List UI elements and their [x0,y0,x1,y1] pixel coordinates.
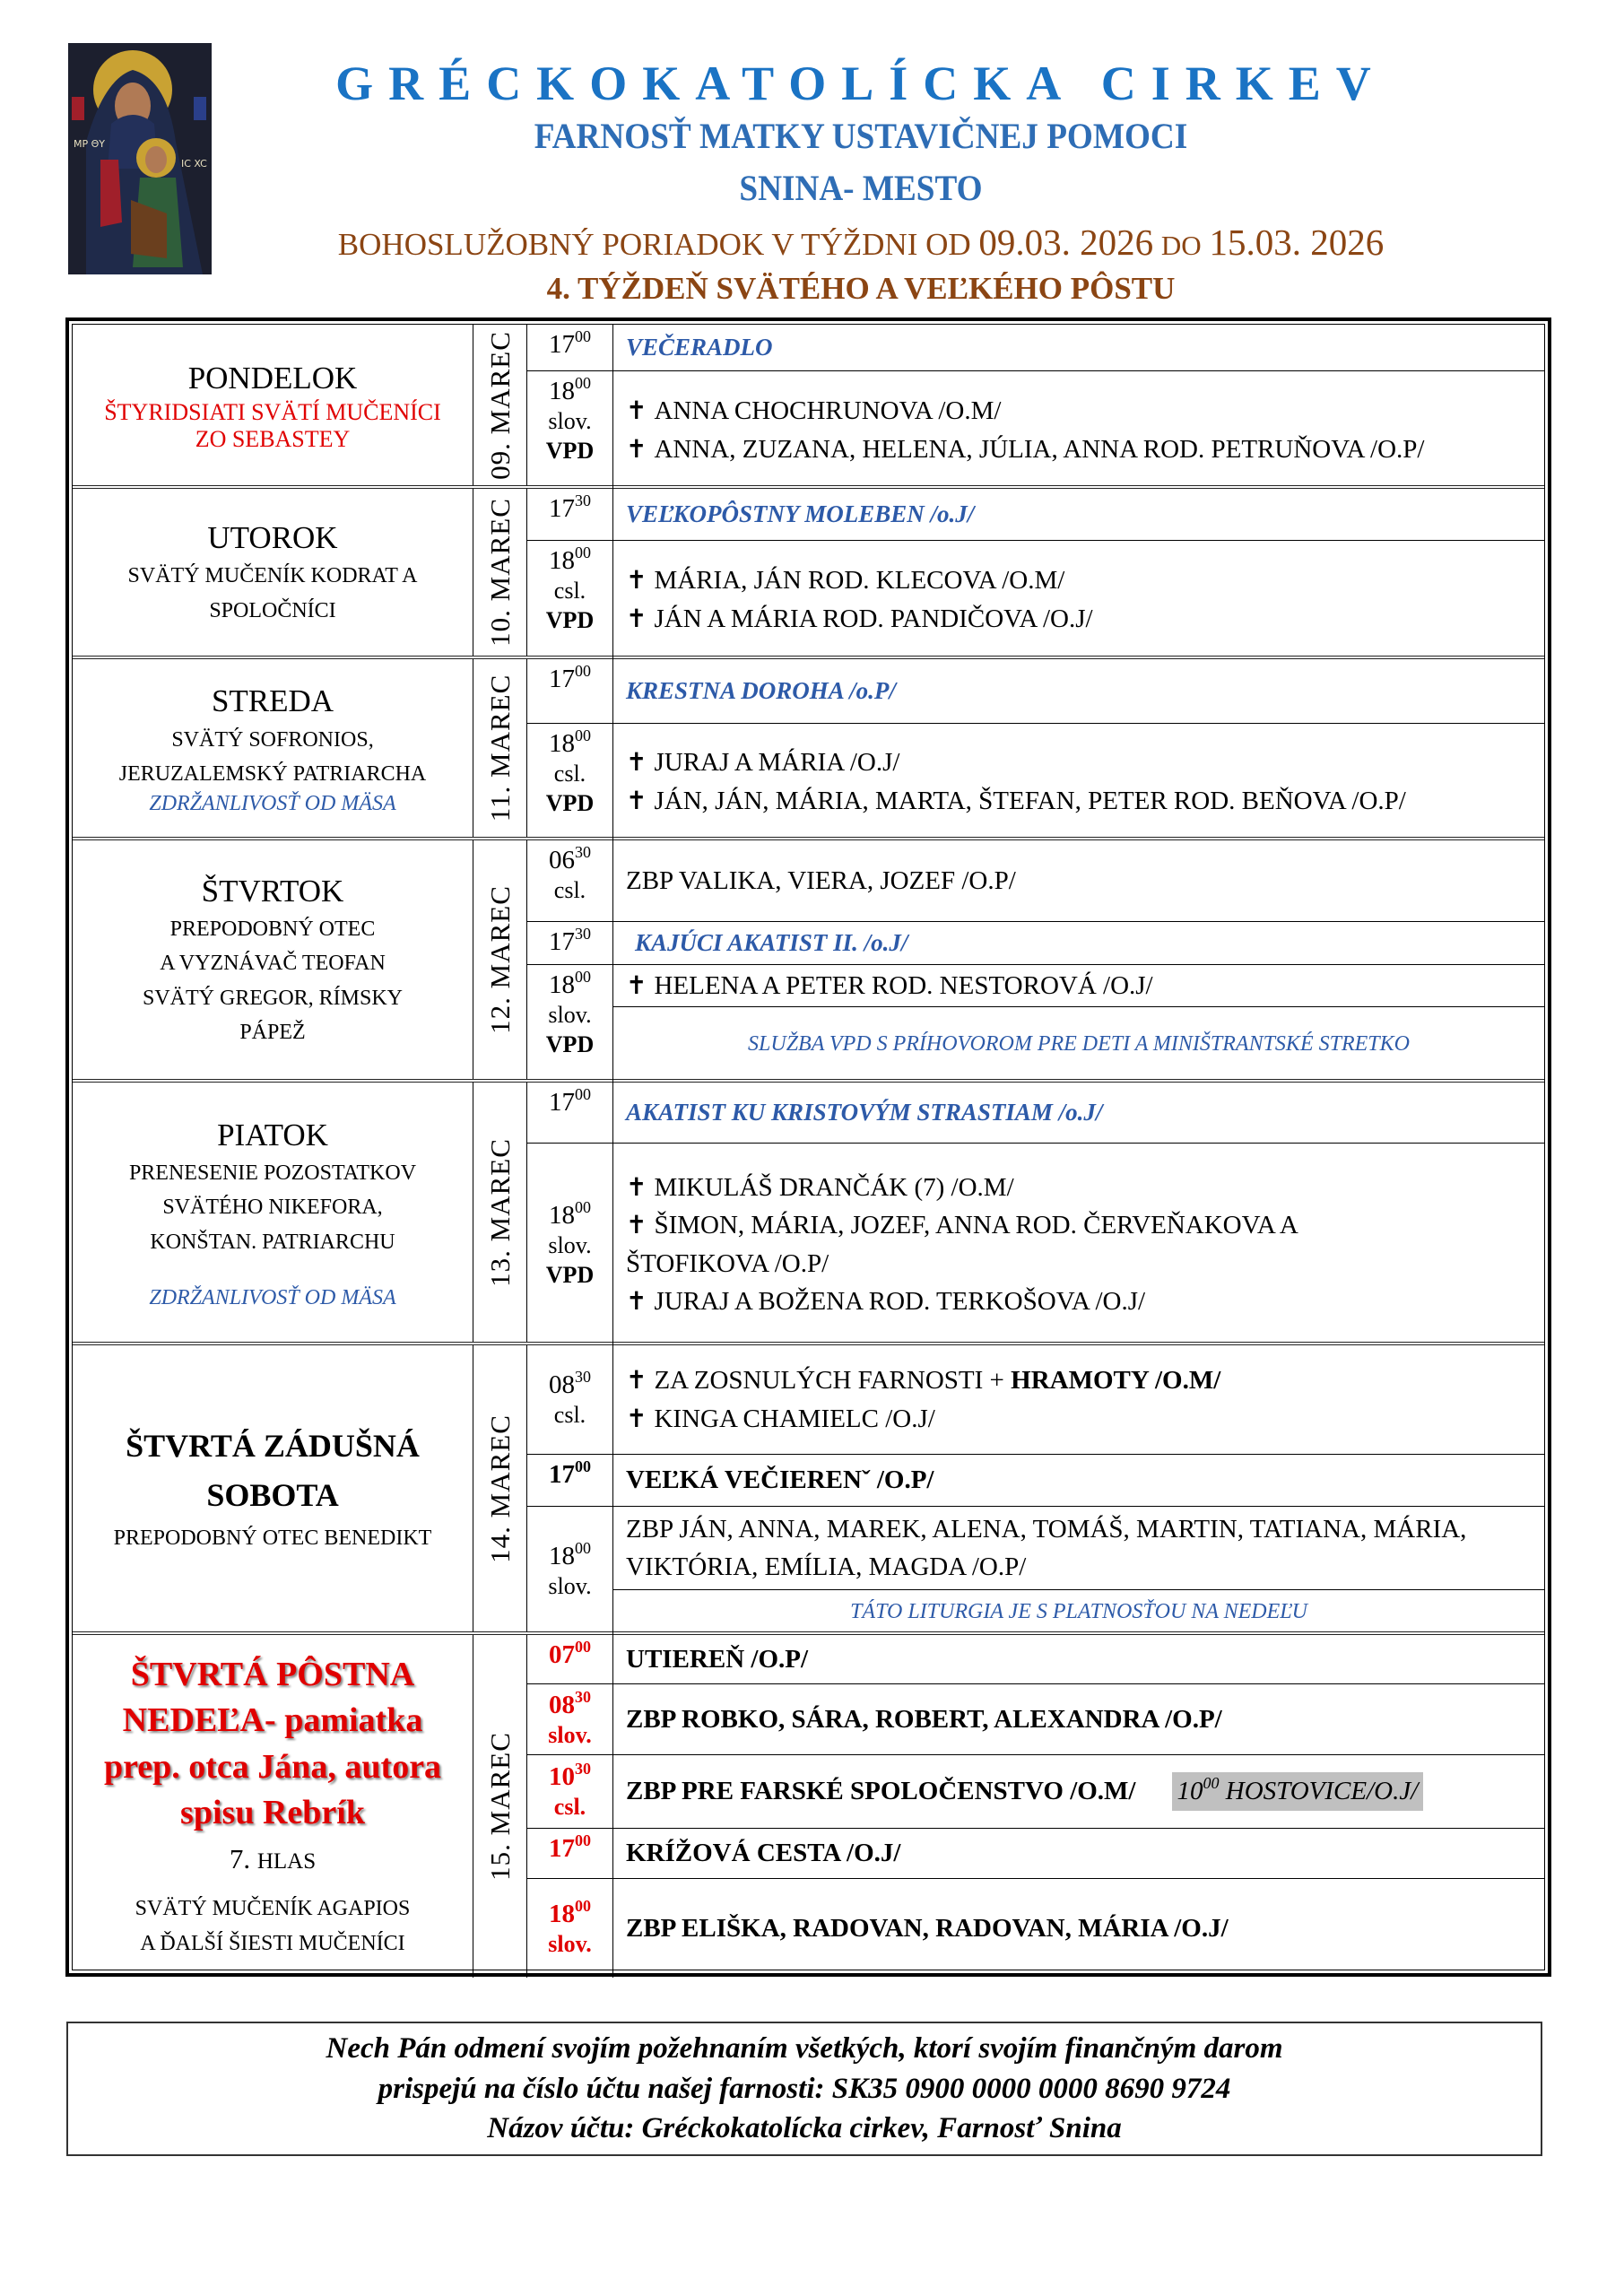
service-slot [527,371,1544,489]
time-cell: $18^{00}$ csl. VPD [527,724,613,840]
cross-icon: ✝ [626,971,647,1000]
date-label: 13. MAREC [483,1137,516,1287]
date-cell [473,489,527,656]
feast-line: ZO SEBASTEY [195,426,351,453]
cross-icon: ✝ [626,1366,647,1395]
day-row-sunday [73,1635,1544,1978]
schedule-range [215,221,1507,264]
date-cell [473,1635,527,1978]
intention: ✝ ANNA CHOCHRUNOVA /O.M/ [626,392,1532,430]
service-note: TÁTO LITURGIA JE S PLATNOSŤOU NA NEDEĽU [850,1600,1307,1624]
day-row-monday [73,325,1544,489]
service-slot [527,922,1544,965]
icon-letters-mother-of-god: MP ΘY [74,138,105,150]
intention: ZBP PRE FARSKÉ SPOLOČENSTVO /O.M/ $10^{00}$ HOSTOVICE/O.J/ [626,1772,1532,1810]
date-cell [473,659,527,837]
date-cell [473,325,527,485]
day-name: NEDEĽA- pamiatka [122,1701,423,1740]
day-name-cell [73,489,473,656]
time-cell: $17^{00}$ [527,325,613,370]
day-name: PIATOK [217,1117,328,1152]
schedule-mid: DO [1160,230,1202,261]
service-slot [527,1829,1544,1879]
day-row-saturday [73,1345,1544,1635]
day-name: UTOROK [207,519,338,555]
cross-icon: ✝ [626,1287,647,1316]
service-title: VEĽKOPÔSTNY MOLEBEN /o.J/ [626,500,975,527]
date-cell [473,840,527,1079]
hostovice-highlight: $10^{00}$ HOSTOVICE/O.J/ [1172,1772,1424,1810]
service-slot [527,1083,1544,1144]
service-slot [527,840,1544,922]
time-cell: $08^{30}$ slov. [527,1684,613,1754]
donation-line-3: Názov účtu: Gréckokatolícka cirkev, Farnosť Snina [487,2112,1122,2145]
day-row-wednesday [73,659,1544,840]
our-lady-icon [68,43,212,274]
date-label: 11. MAREC [483,674,516,822]
day-name-cell [73,1345,473,1631]
time-cell: $17^{30}$ [527,489,613,540]
date-label: 10. MAREC [483,498,516,647]
feast-line: SPOLOČNÍCI [209,598,336,622]
day-name: prep. otca Jána, autora [103,1747,442,1786]
cross-icon: ✝ [626,1173,647,1202]
date-label: 14. MAREC [483,1413,516,1563]
day-row-thursday [73,840,1544,1083]
day-name-cell [73,1635,473,1978]
feast-line: KONŠTAN. PATRIARCHU [150,1230,395,1254]
date-to: 15.03. 2026 [1209,222,1385,263]
service-title: KAJÚCI AKATIST II. /o.J/ [635,928,908,956]
schedule-prefix: BOHOSLUŽOBNÝ PORIADOK V TÝŽDNI OD [337,227,971,262]
service-slot [527,1684,1544,1755]
feast-line: SVÄTÝ GREGOR, RÍMSKY [142,986,404,1010]
service-slot [527,1635,1544,1684]
tone-label: 7. HLAS [229,1843,317,1875]
feast-line: SVÄTÝ SOFRONIOS, [171,727,374,752]
service-slot [527,489,1544,541]
service-title: VEĽKÁ VEČIERENˇ /O.P/ [626,1465,934,1495]
intention: ✝ ŠIMON, MÁRIA, JOZEF, ANNA ROD. ČERVEŇAKOVA A [626,1206,1532,1245]
service-slot [527,1455,1544,1507]
donation-line-1: Nech Pán odmení svojím požehnaním všetkých, ktorí svojím finančným darom [326,2032,1283,2066]
service-slot [527,1879,1544,1978]
cross-icon: ✝ [626,787,647,815]
service-title: AKATIST KU KRISTOVÝM STRASTIAM /o.J/ [626,1098,1103,1126]
time-cell: $17^{00}$ [527,1083,613,1143]
service-title: VEČERADLO [626,333,773,361]
intention: ✝ JÁN A MÁRIA ROD. PANDIČOVA /O.J/ [626,600,1532,639]
time-cell: $18^{00}$ slov. VPD [527,965,613,1083]
icon-letters-jesus-christ: IC XC [181,158,207,170]
feast-line: JERUZALEMSKÝ PATRIARCHA [118,762,427,787]
intention: ✝ ZA ZOSNULÝCH FARNOSTI + HRAMOTY /O.M/ [626,1361,1532,1400]
day-row-friday [73,1083,1544,1345]
service-slot [527,541,1544,659]
time-cell: $18^{00}$ slov. [527,1507,613,1635]
day-name-cell [73,659,473,837]
donation-box [66,2022,1542,2156]
date-label: 15. MAREC [483,1732,516,1881]
day-name: SOBOTA [206,1477,339,1514]
intention: ✝ KINGA CHAMIELC /O.J/ [626,1400,1532,1439]
day-name: PONDELOK [187,360,358,396]
feast-line: PREPODOBNÝ OTEC [169,917,376,941]
date-cell [473,1345,527,1631]
feast-line: PREPODOBNÝ OTEC BENEDIKT [113,1526,432,1551]
service-slot [527,965,1544,1083]
service-slot [527,724,1544,840]
day-name-cell [73,1083,473,1342]
feast-line: PÁPEŽ [239,1021,306,1045]
intention: ZBP ROBKO, SÁRA, ROBERT, ALEXANDRA /O.P/ [626,1704,1222,1734]
time-cell: $18^{00}$ csl. VPD [527,541,613,659]
service-slot [527,659,1544,724]
day-name: ŠTVRTÁ PÔSTNA [130,1656,415,1694]
service-title: KRÍŽOVÁ CESTA /O.J/ [626,1839,901,1868]
feast-line: SVÄTÝ MUČENÍK AGAPIOS [135,1897,411,1921]
service-title: KRESTNA DOROHA /o.P/ [626,676,896,704]
time-cell: $18^{00}$ slov. [527,1879,613,1978]
service-slot [527,1144,1544,1345]
time-cell: $17^{00}$ [527,1829,613,1878]
cross-icon: ✝ [626,567,647,596]
feast-line: A ĎALŠÍ ŠIESTI MUČENÍCI [140,1931,405,1955]
time-cell: $17^{00}$ [527,659,613,723]
cross-icon: ✝ [626,605,647,633]
donation-line-2: prispejú na číslo účtu našej farnosti: SK35 0900 0000 0000 8690 9724 [378,2072,1231,2105]
day-row-tuesday [73,489,1544,659]
day-name: ŠTVRTOK [201,873,344,909]
schedule-table [65,317,1551,1977]
service-note: SLUŽBA VPD S PRÍHOVOROM PRE DETI A MINIŠTRANTSKÉ STRETKO [748,1032,1410,1057]
cross-icon: ✝ [626,749,647,778]
fasting-note: ZDRŽANLIVOSŤ OD MÄSA [149,1286,396,1310]
service-slot [527,1507,1544,1635]
intention: ✝ HELENA A PETER ROD. NESTOROVÁ /O.J/ [626,967,1153,1005]
time-cell: $17^{00}$ [527,1455,613,1506]
service-slot [527,1755,1544,1829]
time-cell: $06^{30}$ csl. [527,840,613,921]
feast-line: SVÄTÉHO NIKEFORA, [162,1196,383,1220]
intention: ZBP JÁN, ANNA, MAREK, ALENA, TOMÁŠ, MARTIN, TATIANA, MÁRIA, VIKTÓRIA, EMÍLIA, MAGDA /O.P/ [626,1514,1467,1581]
time-cell: $17^{30}$ [527,922,613,964]
intention: ✝ JURAJ A MÁRIA /O.J/ [626,744,1532,782]
day-name: spisu Rebrík [180,1793,365,1831]
feast-line: SVÄTÝ MUČENÍK KODRAT A [127,564,418,588]
intention-continued: ŠTOFIKOVA /O.P/ [626,1248,829,1278]
time-cell: $08^{30}$ csl. [527,1345,613,1454]
intention: ✝ JURAJ A BOŽENA ROD. TERKOŠOVA /O.J/ [626,1283,1532,1321]
service-title: UTIEREŇ /O.P/ [626,1644,809,1674]
day-name: ŠTVRTÁ ZÁDUŠNÁ [126,1427,420,1464]
intention: ✝ MIKULÁŠ DRANČÁK (7) /O.M/ [626,1169,1532,1207]
intention: ✝ JÁN, JÁN, MÁRIA, MARTA, ŠTEFAN, PETER ROD. BEŇOVA /O.P/ [626,782,1532,821]
service-slot [527,325,1544,371]
intention: ✝ MÁRIA, JÁN ROD. KLECOVA /O.M/ [626,561,1532,600]
date-label: 09. MAREC [483,330,516,480]
date-from: 09.03. 2026 [978,222,1154,263]
intention: ZBP VALIKA, VIERA, JOZEF /O.P/ [626,865,1016,895]
week-title: 4. TÝŽDEŇ SVÄTÉHO A VEĽKÉHO PÔSTU [546,271,1176,306]
feast-line: A VYZNÁVAČ TEOFAN [160,952,386,976]
fasting-note: ZDRŽANLIVOSŤ OD MÄSA [149,791,396,815]
day-name-cell [73,325,473,485]
time-cell: $07^{00}$ [527,1635,613,1683]
cross-icon: ✝ [626,1212,647,1240]
service-slot [527,1345,1544,1455]
parish-title: FARNOSŤ MATKY USTAVIČNEJ POMOCI [534,116,1188,156]
cross-icon: ✝ [626,396,647,425]
time-cell: $18^{00}$ slov. VPD [527,371,613,489]
cross-icon: ✝ [626,1405,647,1433]
time-cell: $10^{30}$ csl. [527,1755,613,1828]
feast-line: PRENESENIE POZOSTATKOV [128,1161,417,1186]
intention: ZBP ELIŠKA, RADOVAN, RADOVAN, MÁRIA /O.J/ [626,1913,1229,1943]
day-name-cell [73,840,473,1079]
feast-line: ŠTYRIDSIATI SVÄTÍ MUČENÍCI [104,399,441,426]
day-name: STREDA [211,683,334,719]
cross-icon: ✝ [626,435,647,464]
time-cell: $18^{00}$ slov. VPD [527,1144,613,1345]
date-label: 12. MAREC [483,885,516,1034]
date-cell [473,1083,527,1342]
intention: ✝ ANNA, ZUZANA, HELENA, JÚLIA, ANNA ROD. PETRUŇOVA /O.P/ [626,430,1532,469]
town-title: SNINA- MESTO [739,168,983,208]
church-title: GRÉCKOKATOLÍCKA CIRKEV [335,57,1386,110]
